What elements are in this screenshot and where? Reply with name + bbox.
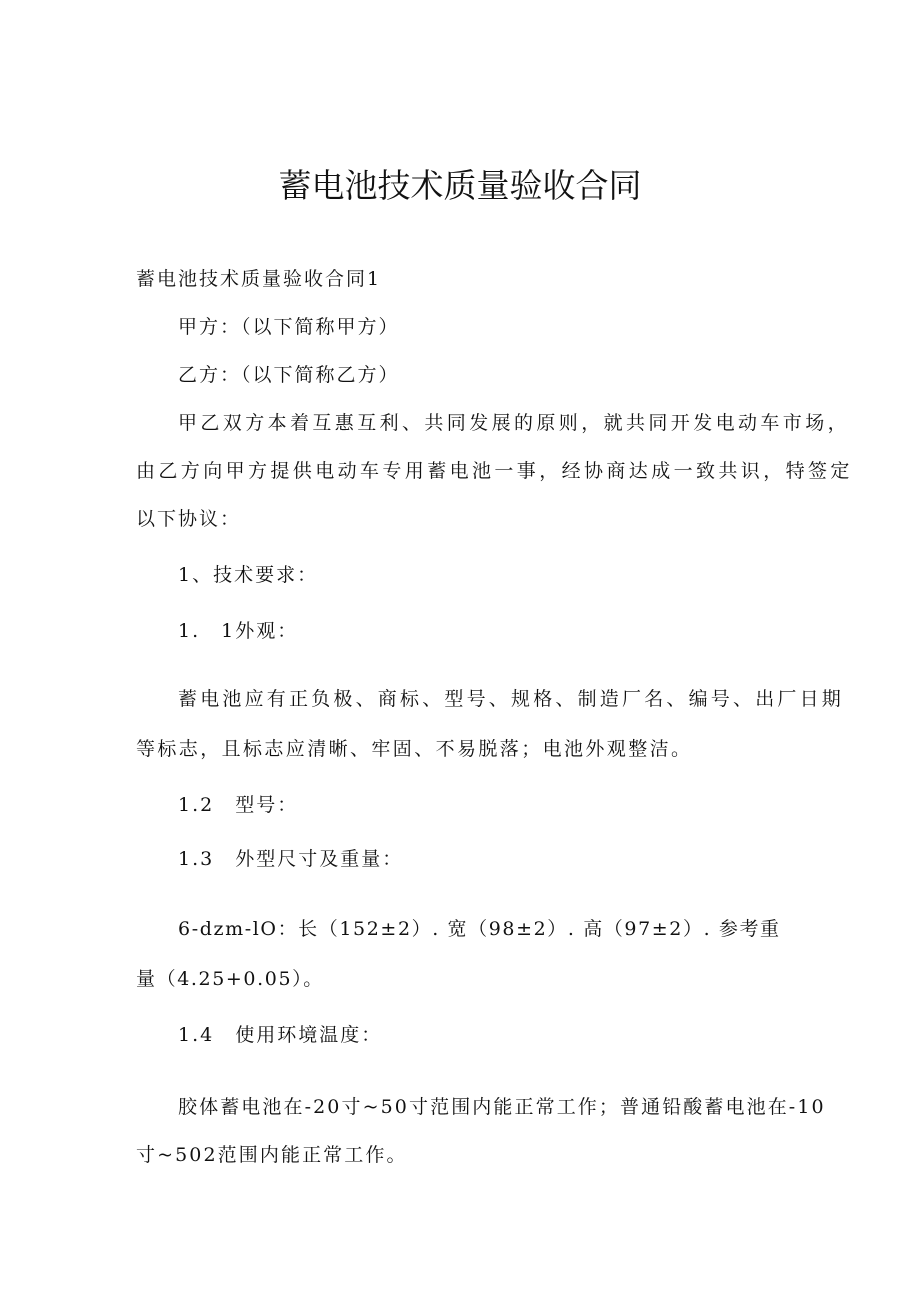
section-heading-temperature: 1.4 使用环境温度：	[178, 1024, 383, 1046]
appearance-paragraph-line-1: 蓄电池应有正负极、商标、型号、规格、制造厂名、编号、出厂日期	[178, 688, 845, 710]
section-heading-technical-requirements: 1、技术要求：	[178, 564, 319, 586]
party-b-line: 乙方：（以下简称乙方）	[178, 364, 400, 386]
section-heading-model: 1.2 型号：	[178, 794, 299, 816]
section-heading-appearance: 1. 1外观：	[178, 620, 299, 642]
temperature-paragraph-line-2: 寸~502范围内能正常工作。	[136, 1144, 408, 1166]
party-a-line: 甲方：（以下简称甲方）	[178, 316, 400, 338]
intro-paragraph-line-1: 甲乙双方本着互惠互利、共同发展的原则，就共同开发电动车市场，	[178, 412, 851, 434]
dimensions-paragraph-line-2: 量（4.25+0.05）。	[136, 968, 324, 990]
appearance-paragraph-line-2: 等标志，且标志应清晰、牢固、不易脱落；电池外观整洁。	[136, 738, 693, 760]
temperature-paragraph-line-1: 胶体蓄电池在-20寸~50寸范围内能正常工作；普通铅酸蓄电池在-10	[178, 1096, 826, 1118]
document-title: 蓄电池技术质量验收合同	[278, 166, 642, 205]
intro-paragraph-line-3: 以下协议：	[136, 508, 242, 530]
contract-subtitle: 蓄电池技术质量验收合同1	[136, 268, 382, 290]
intro-paragraph-line-2: 由乙方向甲方提供电动车专用蓄电池一事，经协商达成一致共识，特签定	[136, 460, 853, 482]
section-heading-dimensions-weight: 1.3 外型尺寸及重量：	[178, 848, 404, 870]
dimensions-paragraph-line-1: 6-dzm-lO：长（152±2）. 宽（98±2）. 高（97±2）. 参考重	[178, 918, 781, 940]
